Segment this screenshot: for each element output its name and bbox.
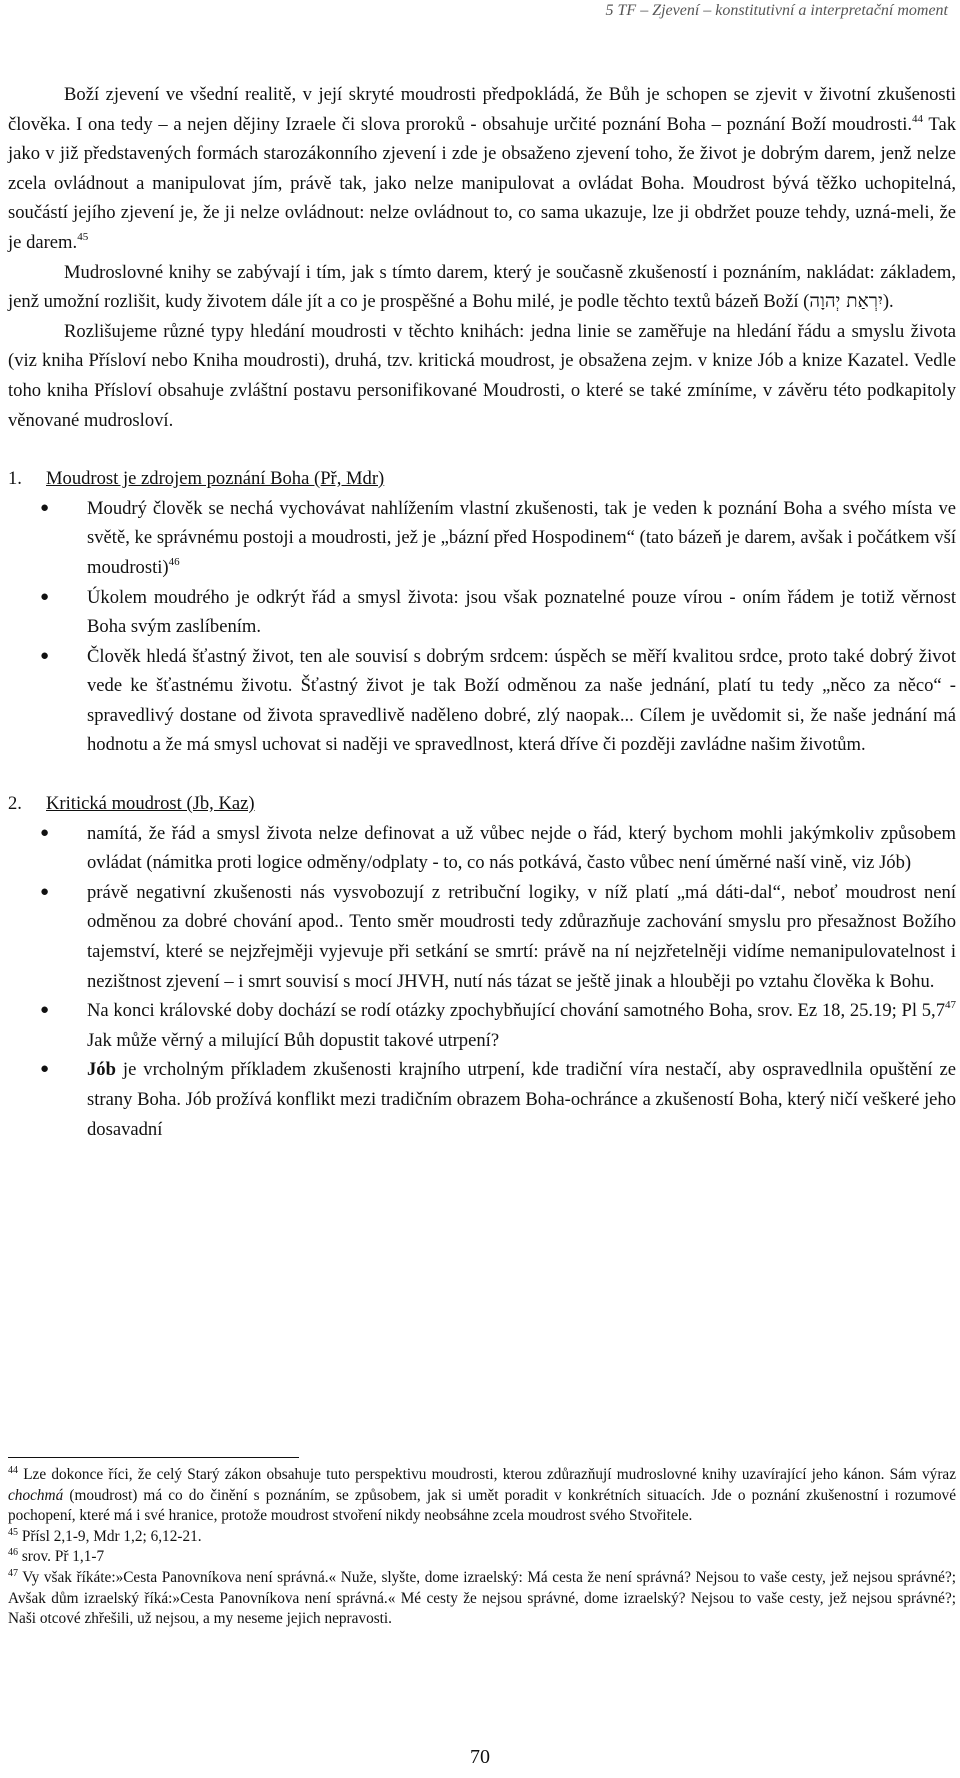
list-item: ● Na konci královské doby dochází se rodí otázky zpochybňující chování samotného Boha, srov. Ez 18, 25.19; Pl $5,7^{47}$ Jak může věrný a milující Bůh dopustit takové utrpení? <box>8 996 956 1055</box>
bullet-icon: ● <box>40 647 50 664</box>
list-item: ● Člověk hledá šťastný život, ten ale souvisí s dobrým srdcem: úspěch se měří kvalitou srdce, proto také dobrý život vede ke šťastnému životu. Šťastný život je tak Boží odměnou za naše jednání, platí tu tedy „něco za něco“ - spravedlivý dostane od života spravedlivě naděleno dobré, zlý naopak... Cílem je uvědomit si, že naše jednání má hodnotu a že má smysl uchovat si naději ve spravedlnost, která dříve či později zavládne našim životům. <box>8 642 956 760</box>
list-item: ● Jób je vrcholným příkladem zkušenosti krajního utrpení, kde tradiční víra nestačí, aby ospravedlnila opuštění ze strany Boha. Jób prožívá konflikt mezi tradičním obrazem Boha-ochránce a zkušeností Boha, který ničí veškeré jeho dosavadní <box>8 1055 956 1144</box>
bullet-icon: ● <box>40 824 50 841</box>
section-1-heading <box>8 464 956 494</box>
footnote-44: $^{44}$ Lze dokonce říci, že celý Starý zákon obsahuje tuto perspektivu moudrosti, kterou zdůrazňují mudroslovné knihy uzavírající jeho kánon. Sám výraz chochmá (moudrost) má co do činění s poznáním, se způsobem, jak si umět poradit v konkrétních situacích. Jde o poznání zkušenostní i rozumové pochopení, které má i své hranice, protože moudrost stvoření nikdy neobsáhne zcela moudrost svého Stvořitele. <box>8 1465 956 1525</box>
footnote-46: $^{46}$ srov. Př 1,1-7 <box>8 1547 105 1566</box>
list-item: ● Moudrý člověk se nechá vychovávat nahlížením vlastní zkušenosti, tak je veden k poznání Boha a svého místa ve světě, ke správnému postoji a moudrosti, jež je „bázní před Hospodinem“ (tato bázeň je darem, avšak i počátkem vší moudrosti)$^{46}$ <box>8 494 956 583</box>
section-title: Kritická moudrost (Jb, Kaz) <box>46 793 255 815</box>
section-2-list <box>8 819 956 1145</box>
page-number: 70 <box>470 1746 490 1768</box>
bullet-icon: ● <box>40 499 50 516</box>
paragraph-2: Mudroslovné knihy se zabývají i tím, jak s tímto darem, který je současně zkušeností i poznáním, nakládat: základem, jenž umožní rozlišit, kudy životem dále jít a co je prospěšné a Bohu milé, je podle těchto textů bázeň Boží (יִרְאַת יְהוָה). <box>8 261 956 313</box>
bullet-icon: ● <box>40 1002 50 1019</box>
list-item: ● Úkolem moudrého je odkrýt řád a smysl života: jsou však poznatelné pouze vírou - oním řádem je totiž věrnost Boha svým zaslíbením. <box>8 583 956 642</box>
footnote-separator <box>8 1457 299 1458</box>
footnote-47: $^{47}$ Vy však říkáte:»Cesta Panovníkova není správná.« Nuže, slyšte, dome izraelský: Má cesta že není správná? Nejsou to vaše cesty, jež nejsou správné?; Avšak dům izraelský říká:»Cesta Panovníkova není správná.« Mé cesty že nejsou správné, dome izraelský? Nejsou to vaše cesty, jež nejsou správné?; Naši otcové zhřešili, už nejsou, a my neseme jejich nepravosti. <box>8 1567 956 1628</box>
footnote-ref-44[interactable]: 44 <box>912 112 924 125</box>
bullet-icon: ● <box>40 883 50 900</box>
running-header: 5 TF – Zjevení – konstitutivní a interpretační moment <box>605 2 948 19</box>
bullet-icon: ● <box>40 588 50 605</box>
section-1-list <box>8 494 956 760</box>
footnotes <box>8 1465 956 1630</box>
paragraph-3: Rozlišujeme různé typy hledání moudrosti v těchto knihách: jedna linie se zaměřuje na hledání řádu a smyslu života (viz kniha Přísloví nebo Kniha moudrosti), druhá, tzv. kritická moudrost, je obsažena zejm. v knize Jób a knize Kazatel. Vedle toho kniha Přísloví obsahuje zvláštní postavu personifikované Moudrosti, o které se také zmíníme, v závěru této podkapitoly věnované mudrosloví. <box>8 320 956 431</box>
paragraph-1: Boží zjevení ve všední realitě, v její skryté moudrosti předpokládá, že Bůh je schopen se zjevit v životní zkušenosti člověka. I ona tedy – a nejen dějiny Izraele či slova proroků - obsahuje určité poznání Boha – poznání Boží moudrosti.$^{44}$ Tak jako v již představených formách starozákonního zjevení i zde je obsaženo zjevení toho, že život je dobrým darem, jenž nelze zcela ovládnout a manipulovat jím, právě tak, jako nelze manipulovat a ovládat Boha. Moudrost bývá těžko uchopitelná, součástí jejího zjevení je, že ji nelze ovládnout: nelze ovládnout to, co sama ukazuje, lze ji obdržet pouze tehdy, uzná-meli, že je darem.$^{45}$ <box>8 84 957 253</box>
body-text <box>8 80 956 1144</box>
bold-term: Jób <box>87 1059 116 1081</box>
hebrew-phrase: יִרְאַת יְהוָה <box>809 291 883 313</box>
section-title: Moudrost je zdrojem poznání Boha (Př, Mdr) <box>46 468 385 490</box>
list-item: ● namítá, že řád a smysl života nelze definovat a už vůbec nejde o řád, který bychom mohli jakýmkoliv způsobem ovládat (námitka proti logice odměny/odplaty - to, co nás potkává, často vůbec není úměrné naší vině, viz Jób) <box>8 819 956 878</box>
section-2-heading <box>8 789 956 819</box>
section-number: 2. <box>8 793 22 815</box>
footnote-ref-46[interactable]: 46 <box>168 555 180 568</box>
footnote-ref-45[interactable]: 45 <box>77 230 89 243</box>
footnote-45: $^{45}$ Přísl 2,1-9, Mdr 1,2; 6,12-21. <box>8 1526 202 1545</box>
footnote-ref-47[interactable]: 47 <box>945 999 956 1012</box>
bullet-icon: ● <box>40 1061 50 1078</box>
section-number: 1. <box>8 468 22 490</box>
list-item: ● právě negativní zkušenosti nás vysvobozují z retribuční logiky, v níž platí „má dáti-dal“, neboť moudrost není odměnou za dobré chování apod.. Tento směr moudrosti tedy zdůrazňuje zachování smyslu pro přesažnost Božího tajemství, které se nejzřejměji vyjevuje při setkání se smrtí: právě na ní nejzřetelněji vidíme nemanipulovatelnost i nezištnost zjevení – i smrt souvisí s mocí JHVH, nutí nás tázat se ještě jinak a hlouběji po vztahu člověka k Bohu. <box>8 878 956 996</box>
